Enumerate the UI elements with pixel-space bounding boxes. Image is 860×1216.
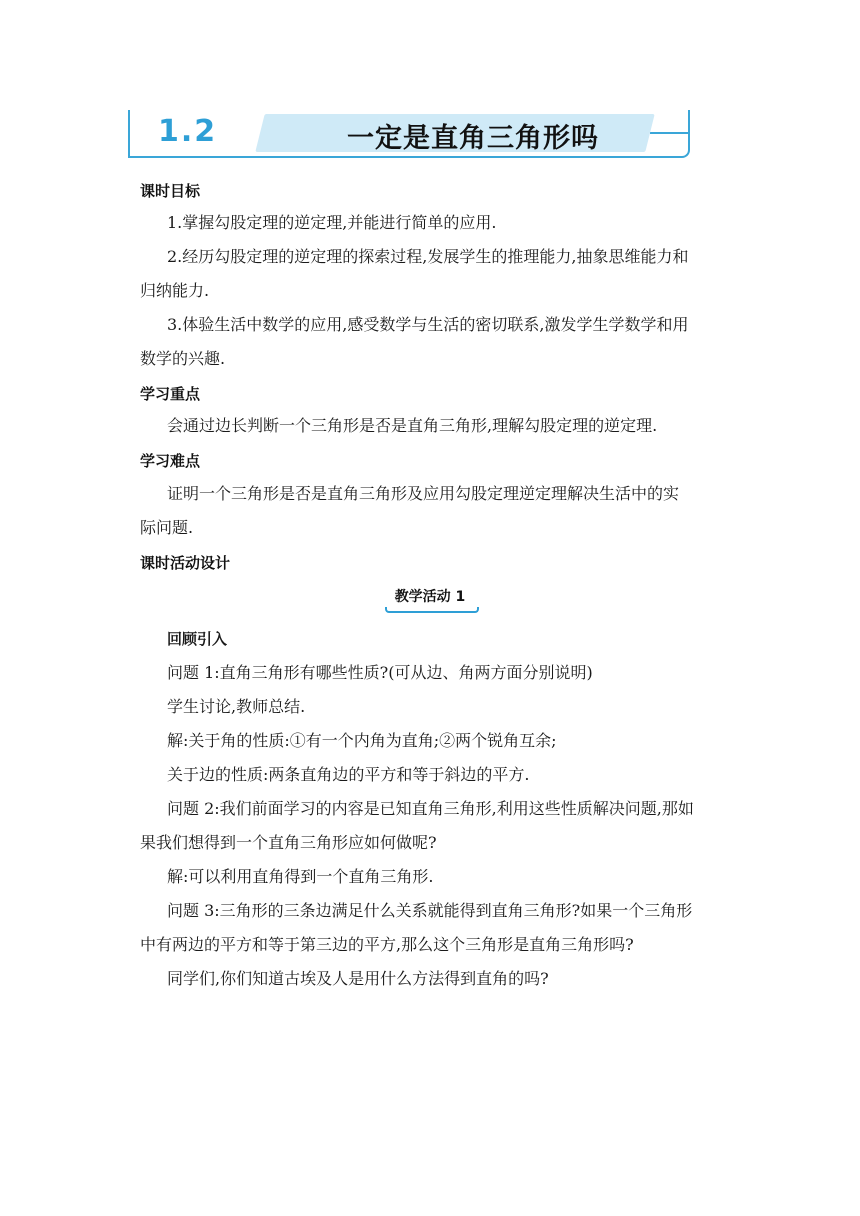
section-header	[128, 110, 690, 162]
review-line: 问题 1:直角三角形有哪些性质?(可从边、角两方面分别说明)	[167, 663, 593, 682]
review-line: 关于边的性质:两条直角边的平方和等于斜边的平方.	[167, 765, 530, 784]
review-line: 果我们想得到一个直角三角形应如何做呢?	[140, 833, 437, 852]
objective-line: 2.经历勾股定理的逆定理的探索过程,发展学生的推理能力,抽象思维能力和	[167, 247, 689, 266]
review-heading: 回顾引入	[167, 630, 228, 648]
difficulties-heading: 学习难点	[140, 452, 201, 470]
review-line: 解:关于角的性质:①有一个内角为直角;②两个锐角互余;	[167, 731, 557, 750]
activity-label: 教学活动 1	[394, 589, 466, 605]
objectives-heading: 课时目标	[140, 182, 201, 200]
design-heading: 课时活动设计	[140, 554, 231, 572]
objective-line: 数学的兴趣.	[140, 349, 226, 368]
key-points-heading: 学习重点	[140, 385, 201, 403]
objective-line: 归纳能力.	[140, 281, 210, 300]
review-line: 同学们,你们知道古埃及人是用什么方法得到直角的吗?	[167, 969, 549, 988]
review-line: 学生讨论,教师总结.	[167, 697, 306, 716]
page-title: 一定是直角三角形吗	[347, 123, 599, 154]
review-line: 解:可以利用直角得到一个直角三角形.	[167, 867, 434, 886]
activity-underline	[385, 607, 479, 613]
review-line: 问题 2:我们前面学习的内容是已知直角三角形,利用这些性质解决问题,那如	[167, 799, 694, 818]
key-points-text: 会通过边长判断一个三角形是否是直角三角形,理解勾股定理的逆定理.	[167, 416, 658, 435]
difficulty-line: 证明一个三角形是否是直角三角形及应用勾股定理逆定理解决生活中的实	[167, 484, 680, 503]
objective-line: 1.掌握勾股定理的逆定理,并能进行简单的应用.	[167, 213, 497, 232]
section-number: 1.2	[158, 114, 218, 149]
review-line: 问题 3:三角形的三条边满足什么关系就能得到直角三角形?如果一个三角形	[167, 901, 693, 920]
review-line: 中有两边的平方和等于第三边的平方,那么这个三角形是直角三角形吗?	[140, 935, 634, 954]
difficulty-line: 际问题.	[140, 518, 194, 537]
objective-line: 3.体验生活中数学的应用,感受数学与生活的密切联系,激发学生学数学和用	[167, 315, 689, 334]
